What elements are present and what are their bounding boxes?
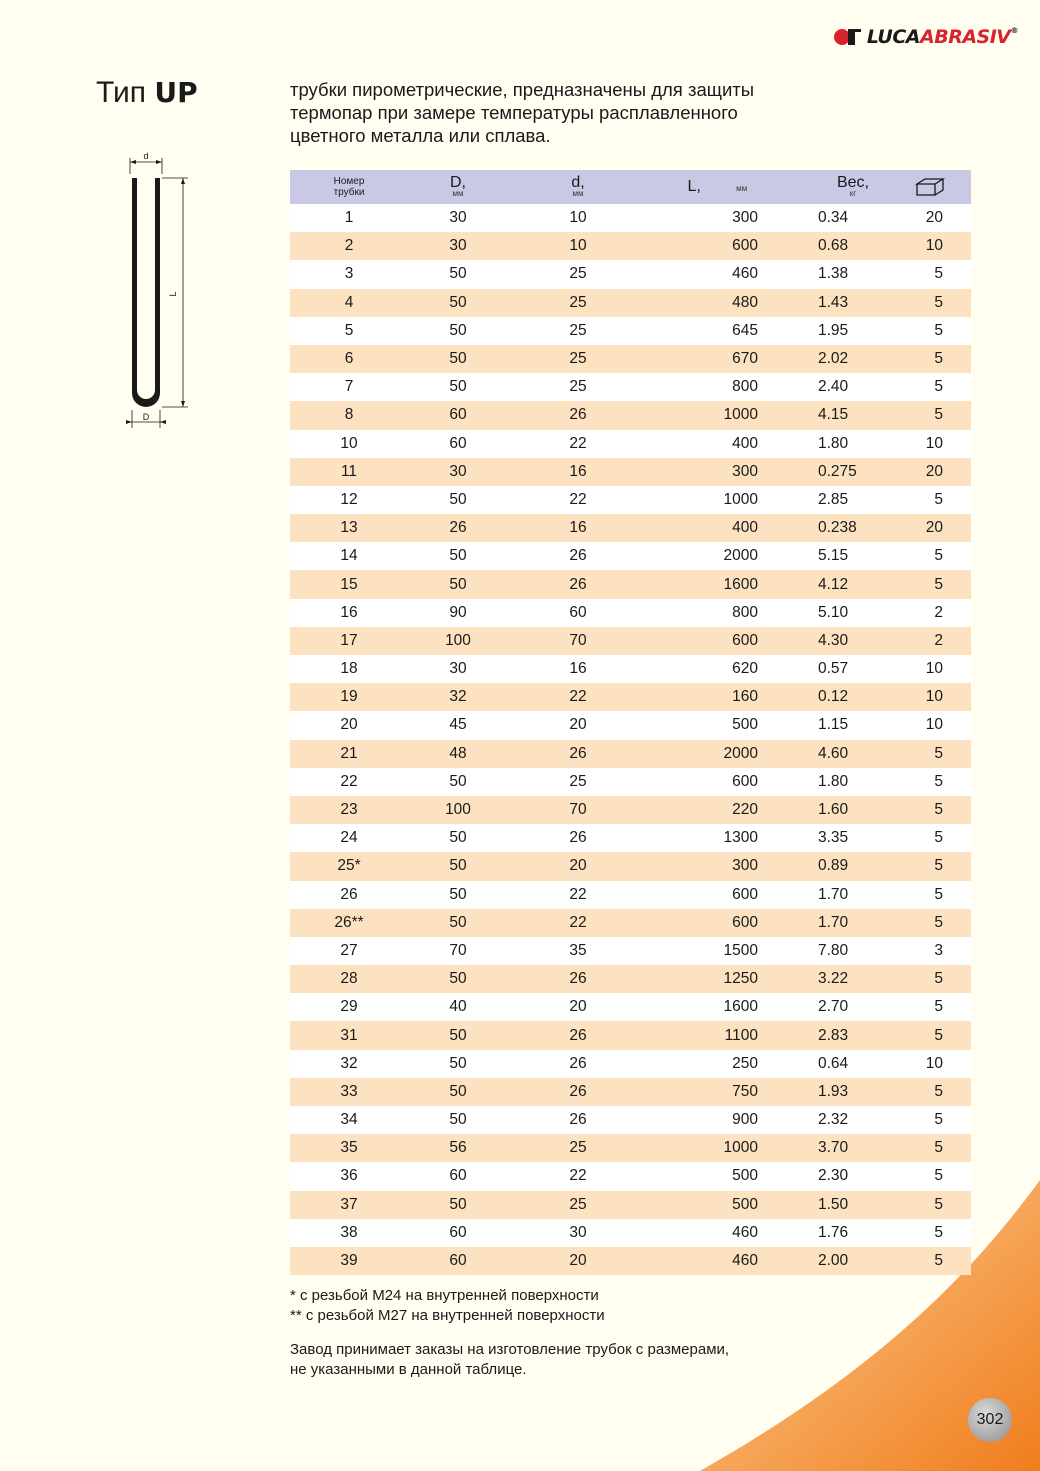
cell-tube-number: 8	[290, 401, 408, 429]
cell-tube-number: 22	[290, 768, 408, 796]
cell-tube-number: 17	[290, 627, 408, 655]
cell-outer-diameter: 50	[408, 1078, 508, 1106]
cell-inner-diameter: 25	[508, 373, 648, 401]
cell-weight: 1.70	[758, 909, 888, 937]
description-line: цветного металла или сплава.	[290, 125, 551, 146]
cell-inner-diameter: 25	[508, 768, 648, 796]
cell-length: 600	[648, 909, 758, 937]
cell-pack-quantity: 5	[888, 570, 971, 598]
cell-length: 645	[648, 317, 758, 345]
cell-tube-number: 24	[290, 824, 408, 852]
cell-inner-diameter: 25	[508, 289, 648, 317]
cell-inner-diameter: 20	[508, 993, 648, 1021]
cell-weight: 1.70	[758, 881, 888, 909]
logo-abrasiv-text: ABRASIV	[920, 26, 1011, 48]
table-row	[290, 937, 971, 965]
cell-outer-diameter: 30	[408, 655, 508, 683]
cell-inner-diameter: 26	[508, 401, 648, 429]
description-line: термопар при замере температуры расплавленного	[290, 102, 738, 123]
table-row	[290, 570, 971, 598]
cell-tube-number: 11	[290, 458, 408, 486]
cell-length: 500	[648, 1191, 758, 1219]
cell-inner-diameter: 16	[508, 458, 648, 486]
cell-pack-quantity: 5	[888, 1191, 971, 1219]
cell-inner-diameter: 25	[508, 1191, 648, 1219]
cell-outer-diameter: 50	[408, 289, 508, 317]
cell-tube-number: 21	[290, 740, 408, 768]
table-row	[290, 514, 971, 542]
drawing-label-d: d	[143, 151, 149, 161]
table-row	[290, 345, 971, 373]
cell-weight: 1.38	[758, 260, 888, 288]
table-row	[290, 1162, 971, 1190]
table-row	[290, 232, 971, 260]
cell-outer-diameter: 50	[408, 542, 508, 570]
cell-weight: 2.02	[758, 345, 888, 373]
cell-pack-quantity: 5	[888, 1134, 971, 1162]
cell-weight: 0.238	[758, 514, 888, 542]
cell-tube-number: 23	[290, 796, 408, 824]
cell-length: 750	[648, 1078, 758, 1106]
cell-length: 620	[648, 655, 758, 683]
cell-tube-number: 2	[290, 232, 408, 260]
cell-length: 160	[648, 683, 758, 711]
cell-weight: 2.83	[758, 1021, 888, 1049]
cell-tube-number: 29	[290, 993, 408, 1021]
cell-weight: 1.80	[758, 430, 888, 458]
table-row	[290, 1191, 971, 1219]
cell-tube-number: 14	[290, 542, 408, 570]
cell-pack-quantity: 5	[888, 1021, 971, 1049]
cell-length: 600	[648, 881, 758, 909]
cell-pack-quantity: 5	[888, 768, 971, 796]
cell-weight: 5.10	[758, 599, 888, 627]
order-note-line: Завод принимает заказы на изготовление трубок с размерами,	[290, 1341, 730, 1358]
cell-weight: 2.32	[758, 1106, 888, 1134]
cell-weight: 3.70	[758, 1134, 888, 1162]
cell-outer-diameter: 60	[408, 401, 508, 429]
cell-outer-diameter: 50	[408, 824, 508, 852]
cell-inner-diameter: 25	[508, 260, 648, 288]
cell-pack-quantity: 5	[888, 824, 971, 852]
table-row	[290, 1050, 971, 1078]
brand-logo	[833, 26, 1018, 48]
cell-pack-quantity: 10	[888, 430, 971, 458]
cell-length: 300	[648, 852, 758, 880]
cell-outer-diameter: 50	[408, 1106, 508, 1134]
cell-inner-diameter: 26	[508, 1106, 648, 1134]
cell-outer-diameter: 100	[408, 627, 508, 655]
cell-pack-quantity: 5	[888, 1106, 971, 1134]
logo-luca-text: LUCA	[866, 26, 921, 48]
cell-outer-diameter: 30	[408, 232, 508, 260]
cell-weight: 0.64	[758, 1050, 888, 1078]
cell-pack-quantity: 5	[888, 852, 971, 880]
cell-length: 900	[648, 1106, 758, 1134]
product-type-title	[96, 76, 198, 110]
cell-outer-diameter: 56	[408, 1134, 508, 1162]
cell-inner-diameter: 20	[508, 852, 648, 880]
cell-length: 220	[648, 796, 758, 824]
table-row	[290, 204, 971, 232]
cell-length: 2000	[648, 542, 758, 570]
cell-weight: 4.12	[758, 570, 888, 598]
cell-length: 460	[648, 1219, 758, 1247]
table-row	[290, 1247, 971, 1275]
cell-weight: 1.80	[758, 768, 888, 796]
cell-tube-number: 31	[290, 1021, 408, 1049]
cell-inner-diameter: 22	[508, 430, 648, 458]
cell-length: 400	[648, 514, 758, 542]
cell-weight: 1.43	[758, 289, 888, 317]
cell-weight: 1.93	[758, 1078, 888, 1106]
table-header-row	[290, 170, 971, 204]
cell-outer-diameter: 70	[408, 937, 508, 965]
cell-tube-number: 27	[290, 937, 408, 965]
description-line: трубки пирометрические, предназначены для защиты	[290, 79, 755, 100]
cell-inner-diameter: 26	[508, 824, 648, 852]
cell-inner-diameter: 30	[508, 1219, 648, 1247]
table-row	[290, 260, 971, 288]
cell-pack-quantity: 5	[888, 1219, 971, 1247]
footnote: ** с резьбой М27 на внутренней поверхности	[290, 1307, 605, 1324]
table-row	[290, 768, 971, 796]
cell-inner-diameter: 22	[508, 909, 648, 937]
cell-tube-number: 20	[290, 711, 408, 739]
cell-outer-diameter: 50	[408, 570, 508, 598]
cell-weight: 4.30	[758, 627, 888, 655]
cell-tube-number: 7	[290, 373, 408, 401]
table-row	[290, 881, 971, 909]
cell-tube-number: 3	[290, 260, 408, 288]
cell-inner-diameter: 10	[508, 232, 648, 260]
tube-technical-drawing	[110, 148, 200, 433]
cell-pack-quantity: 5	[888, 373, 971, 401]
cell-outer-diameter: 50	[408, 1050, 508, 1078]
cell-tube-number: 5	[290, 317, 408, 345]
cell-length: 800	[648, 373, 758, 401]
cell-inner-diameter: 16	[508, 655, 648, 683]
cell-weight: 4.60	[758, 740, 888, 768]
table-row	[290, 1106, 971, 1134]
cell-length: 500	[648, 711, 758, 739]
cell-outer-diameter: 32	[408, 683, 508, 711]
table-row	[290, 458, 971, 486]
cell-weight: 1.95	[758, 317, 888, 345]
custom-order-note	[290, 1340, 729, 1380]
cell-inner-diameter: 60	[508, 599, 648, 627]
cell-tube-number: 37	[290, 1191, 408, 1219]
cell-pack-quantity: 10	[888, 683, 971, 711]
cell-outer-diameter: 50	[408, 1191, 508, 1219]
cell-outer-diameter: 30	[408, 204, 508, 232]
cell-weight: 1.76	[758, 1219, 888, 1247]
cell-inner-diameter: 25	[508, 317, 648, 345]
cell-length: 1000	[648, 401, 758, 429]
cell-inner-diameter: 26	[508, 1050, 648, 1078]
cell-length: 300	[648, 204, 758, 232]
cell-outer-diameter: 50	[408, 909, 508, 937]
logo-registered-mark: ®	[1010, 26, 1018, 35]
header-weight: Вес, кг	[758, 170, 888, 204]
table-row	[290, 993, 971, 1021]
cell-length: 400	[648, 430, 758, 458]
cell-pack-quantity: 3	[888, 937, 971, 965]
cell-outer-diameter: 60	[408, 1247, 508, 1275]
cell-inner-diameter: 22	[508, 683, 648, 711]
cell-length: 460	[648, 1247, 758, 1275]
cell-pack-quantity: 5	[888, 909, 971, 937]
cell-inner-diameter: 20	[508, 1247, 648, 1275]
cell-tube-number: 1	[290, 204, 408, 232]
cell-inner-diameter: 70	[508, 796, 648, 824]
cell-outer-diameter: 48	[408, 740, 508, 768]
cell-length: 480	[648, 289, 758, 317]
cell-outer-diameter: 90	[408, 599, 508, 627]
cell-length: 600	[648, 768, 758, 796]
cell-length: 1000	[648, 486, 758, 514]
cell-weight: 0.275	[758, 458, 888, 486]
cell-tube-number: 13	[290, 514, 408, 542]
cell-length: 600	[648, 627, 758, 655]
table-row	[290, 373, 971, 401]
cell-pack-quantity: 5	[888, 345, 971, 373]
cell-weight: 2.00	[758, 1247, 888, 1275]
cell-length: 1600	[648, 570, 758, 598]
cell-inner-diameter: 26	[508, 570, 648, 598]
cell-inner-diameter: 22	[508, 881, 648, 909]
cell-pack-quantity: 5	[888, 317, 971, 345]
cell-inner-diameter: 70	[508, 627, 648, 655]
table-row	[290, 430, 971, 458]
cell-pack-quantity: 5	[888, 542, 971, 570]
cell-pack-quantity: 5	[888, 796, 971, 824]
cell-length: 1000	[648, 1134, 758, 1162]
cell-tube-number: 15	[290, 570, 408, 598]
table-row	[290, 711, 971, 739]
table-row	[290, 1021, 971, 1049]
cell-pack-quantity: 5	[888, 740, 971, 768]
cell-inner-diameter: 26	[508, 1021, 648, 1049]
table-row	[290, 965, 971, 993]
table-row	[290, 1078, 971, 1106]
header-inner-diameter: d, мм	[508, 170, 648, 204]
cell-pack-quantity: 5	[888, 1078, 971, 1106]
cell-outer-diameter: 50	[408, 345, 508, 373]
cell-length: 600	[648, 232, 758, 260]
cell-length: 800	[648, 599, 758, 627]
cell-weight: 1.60	[758, 796, 888, 824]
cell-inner-diameter: 26	[508, 740, 648, 768]
header-pack-quantity	[888, 170, 971, 204]
cell-inner-diameter: 20	[508, 711, 648, 739]
cell-tube-number: 34	[290, 1106, 408, 1134]
cell-weight: 5.15	[758, 542, 888, 570]
cell-pack-quantity: 5	[888, 289, 971, 317]
drawing-label-L: L	[168, 291, 178, 297]
cell-inner-diameter: 26	[508, 542, 648, 570]
box-icon	[915, 177, 945, 197]
cell-weight: 0.12	[758, 683, 888, 711]
cell-length: 300	[648, 458, 758, 486]
cell-length: 1250	[648, 965, 758, 993]
cell-tube-number: 39	[290, 1247, 408, 1275]
cell-pack-quantity: 20	[888, 204, 971, 232]
header-tube-number: Номер трубки	[290, 170, 408, 204]
cell-tube-number: 38	[290, 1219, 408, 1247]
cell-weight: 1.50	[758, 1191, 888, 1219]
cell-pack-quantity: 10	[888, 711, 971, 739]
cell-inner-diameter: 25	[508, 1134, 648, 1162]
cell-length: 1600	[648, 993, 758, 1021]
cell-inner-diameter: 26	[508, 965, 648, 993]
cell-inner-diameter: 26	[508, 1078, 648, 1106]
cell-tube-number: 19	[290, 683, 408, 711]
footnotes	[290, 1286, 605, 1326]
table-row	[290, 486, 971, 514]
cell-outer-diameter: 50	[408, 852, 508, 880]
cell-outer-diameter: 26	[408, 514, 508, 542]
cell-outer-diameter: 40	[408, 993, 508, 1021]
footnote: * с резьбой М24 на внутренней поверхности	[290, 1287, 599, 1304]
cell-pack-quantity: 20	[888, 458, 971, 486]
cell-weight: 2.30	[758, 1162, 888, 1190]
cell-pack-quantity: 5	[888, 486, 971, 514]
cell-tube-number: 26**	[290, 909, 408, 937]
cell-outer-diameter: 50	[408, 1021, 508, 1049]
cell-weight: 3.22	[758, 965, 888, 993]
cell-pack-quantity: 5	[888, 881, 971, 909]
cell-weight: 7.80	[758, 937, 888, 965]
cell-outer-diameter: 50	[408, 768, 508, 796]
cell-outer-diameter: 50	[408, 260, 508, 288]
cell-tube-number: 4	[290, 289, 408, 317]
cell-inner-diameter: 16	[508, 514, 648, 542]
cell-outer-diameter: 50	[408, 881, 508, 909]
cell-pack-quantity: 10	[888, 232, 971, 260]
cell-pack-quantity: 20	[888, 514, 971, 542]
type-code: UP	[154, 76, 198, 109]
cell-tube-number: 32	[290, 1050, 408, 1078]
tube-spec-table	[290, 170, 971, 1275]
cell-weight: 1.15	[758, 711, 888, 739]
cell-length: 1500	[648, 937, 758, 965]
cell-pack-quantity: 10	[888, 655, 971, 683]
cell-inner-diameter: 10	[508, 204, 648, 232]
table-row	[290, 599, 971, 627]
cell-pack-quantity: 5	[888, 1162, 971, 1190]
logo-mark-icon	[833, 26, 863, 48]
drawing-label-D: D	[142, 412, 150, 422]
cell-length: 670	[648, 345, 758, 373]
table-row	[290, 740, 971, 768]
table-row	[290, 824, 971, 852]
table-row	[290, 655, 971, 683]
cell-pack-quantity: 10	[888, 1050, 971, 1078]
table-row	[290, 683, 971, 711]
cell-weight: 0.89	[758, 852, 888, 880]
cell-weight: 4.15	[758, 401, 888, 429]
cell-weight: 0.57	[758, 655, 888, 683]
cell-pack-quantity: 5	[888, 993, 971, 1021]
table-row	[290, 317, 971, 345]
cell-tube-number: 12	[290, 486, 408, 514]
order-note-line: не указанными в данной таблице.	[290, 1361, 527, 1378]
cell-tube-number: 10	[290, 430, 408, 458]
cell-weight: 0.68	[758, 232, 888, 260]
cell-tube-number: 16	[290, 599, 408, 627]
table-row	[290, 542, 971, 570]
table-row	[290, 401, 971, 429]
cell-tube-number: 6	[290, 345, 408, 373]
page-number: 302	[968, 1398, 1012, 1442]
cell-tube-number: 26	[290, 881, 408, 909]
cell-pack-quantity: 2	[888, 599, 971, 627]
cell-tube-number: 28	[290, 965, 408, 993]
cell-inner-diameter: 35	[508, 937, 648, 965]
table-row	[290, 1219, 971, 1247]
product-description	[290, 78, 850, 147]
cell-outer-diameter: 100	[408, 796, 508, 824]
cell-length: 1300	[648, 824, 758, 852]
cell-outer-diameter: 45	[408, 711, 508, 739]
header-outer-diameter: D, мм	[408, 170, 508, 204]
table-row	[290, 1134, 971, 1162]
cell-weight: 2.70	[758, 993, 888, 1021]
cell-weight: 2.85	[758, 486, 888, 514]
cell-pack-quantity: 5	[888, 1247, 971, 1275]
cell-outer-diameter: 60	[408, 1162, 508, 1190]
cell-weight: 2.40	[758, 373, 888, 401]
cell-pack-quantity: 5	[888, 401, 971, 429]
table-row	[290, 909, 971, 937]
cell-length: 1100	[648, 1021, 758, 1049]
cell-length: 2000	[648, 740, 758, 768]
cell-inner-diameter: 25	[508, 345, 648, 373]
cell-outer-diameter: 50	[408, 965, 508, 993]
cell-inner-diameter: 22	[508, 486, 648, 514]
type-prefix: Тип	[96, 76, 147, 109]
cell-weight: 0.34	[758, 204, 888, 232]
cell-inner-diameter: 22	[508, 1162, 648, 1190]
cell-length: 250	[648, 1050, 758, 1078]
cell-tube-number: 35	[290, 1134, 408, 1162]
cell-pack-quantity: 5	[888, 965, 971, 993]
table-row	[290, 289, 971, 317]
cell-tube-number: 36	[290, 1162, 408, 1190]
cell-outer-diameter: 50	[408, 317, 508, 345]
cell-pack-quantity: 2	[888, 627, 971, 655]
cell-outer-diameter: 60	[408, 1219, 508, 1247]
cell-outer-diameter: 50	[408, 373, 508, 401]
cell-tube-number: 25*	[290, 852, 408, 880]
cell-tube-number: 18	[290, 655, 408, 683]
table-row	[290, 852, 971, 880]
table-row	[290, 627, 971, 655]
cell-pack-quantity: 5	[888, 260, 971, 288]
cell-length: 500	[648, 1162, 758, 1190]
cell-tube-number: 33	[290, 1078, 408, 1106]
cell-outer-diameter: 60	[408, 430, 508, 458]
cell-outer-diameter: 50	[408, 486, 508, 514]
cell-length: 460	[648, 260, 758, 288]
header-length: L, мм	[648, 170, 758, 204]
table-row	[290, 796, 971, 824]
cell-outer-diameter: 30	[408, 458, 508, 486]
cell-weight: 3.35	[758, 824, 888, 852]
